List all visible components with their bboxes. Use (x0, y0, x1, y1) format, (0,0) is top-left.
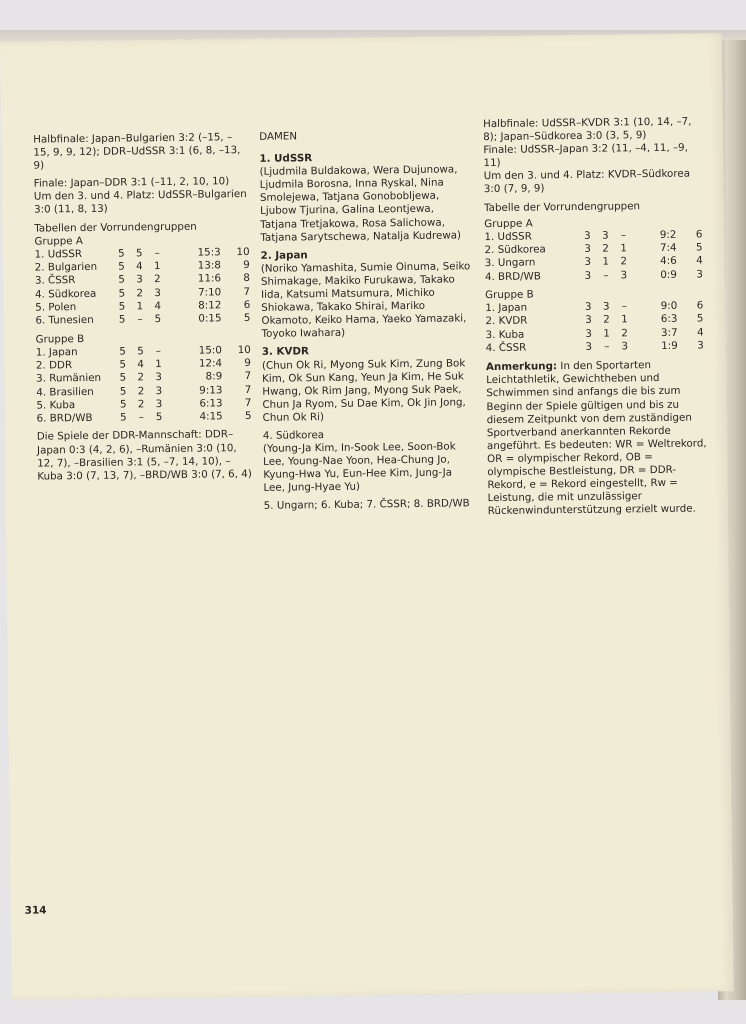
table-cell: 3. ČSSR (34, 274, 76, 287)
table-cell: 5 (696, 312, 704, 325)
table-cell: 15:0 (198, 343, 222, 357)
table-cell: 3:7 (660, 326, 678, 339)
table-cell: 5 (119, 358, 127, 371)
table-cell: 3 (155, 384, 163, 397)
table-cell: 3 (584, 256, 592, 269)
table-cell: 2 (137, 371, 145, 384)
table-cell: 8:9 (205, 370, 223, 383)
table-cell: 5 (118, 273, 126, 286)
table-cell: 2 (602, 242, 609, 255)
table-cell: 1. UdSSR (484, 230, 532, 243)
table-cell: 2 (137, 398, 145, 411)
table-cell: 1. Japan (35, 345, 78, 359)
women-group-a-table (484, 228, 703, 284)
table-cell: 1:9 (661, 339, 678, 352)
men-group-a-label: Gruppe A (34, 234, 83, 248)
table-cell: 4. Brasilien (36, 385, 94, 399)
table-cell: 3. Ungarn (484, 256, 536, 270)
table-cell: 1. UdSSR (34, 247, 83, 261)
table-cell: – (137, 313, 143, 326)
table-cell: 2 (137, 384, 145, 397)
table-cell: 0:9 (660, 268, 677, 281)
table-cell: 2. DDR (35, 359, 73, 372)
right-column (483, 115, 710, 523)
men-final: Finale: Japan–DDR 3:1 (–11, 2, 10, 10) Um den 3. und 4. Platz: UdSSR–Bulgarien 3:0 (11, 8, 13) (33, 175, 247, 217)
table-cell: 5 (120, 411, 127, 424)
women-group-a-label: Gruppe A (484, 217, 533, 230)
men-group-b-table (36, 344, 252, 426)
men-tables-heading: Tabellen der Vorrundengruppen (34, 220, 197, 235)
place-3-title: 3. KVDR (261, 345, 309, 359)
table-cell: 5 (243, 312, 251, 325)
table-cell: 8:12 (198, 299, 222, 312)
table-cell: 1 (155, 357, 162, 371)
table-cell: 1 (153, 260, 161, 273)
men-semifinal: Halbfinale: Japan–Bulgarien 3:2 (–15, –15, 9, 9, 12); DDR–UdSSR 3:1 (6, 8, –13, 9) (33, 131, 241, 172)
men-group-b-label: Gruppe B (35, 332, 85, 346)
table-cell: 2. KVDR (485, 314, 528, 328)
table-cell: 6 (695, 228, 703, 241)
table-cell: 4:6 (660, 255, 677, 268)
table-cell: 3 (155, 397, 163, 410)
table-cell: 2 (136, 286, 144, 299)
table-cell: 3 (585, 314, 592, 327)
women-semifinal: Halbfinale: UdSSR–KVDR 3:1 (10, 14, –7, 8); Japan–Südkorea 3:0 (3, 5, 9) (482, 115, 692, 144)
place-1-names: (Ljudmila Buldakowa, Wera Dujunowa, Ljudmila Borosna, Inna Ryskal, Nina Smolejewa, Tatjana Gonobobljewa, Ljubow Tjurina, Galina Leontjewa, Tatjana Tretjakowa, Rosa Salichowa, Tatjana Sarytschewa, Natalja Kudrewa) (259, 163, 462, 244)
table-cell: 5 (137, 344, 144, 357)
table-cell: 5 (119, 398, 127, 411)
table-cell: 3 (620, 268, 628, 282)
table-cell: 5 (118, 247, 125, 260)
table-cell: 3 (696, 268, 703, 281)
men-group-a-table (35, 246, 251, 328)
table-cell: 6. Tunesien (35, 314, 94, 327)
table-cell: – (604, 340, 610, 353)
table-cell: 6 (696, 299, 704, 312)
women-group-b-label: Gruppe B (485, 288, 534, 302)
table-row (485, 268, 703, 284)
table-cell: 9 (243, 259, 250, 272)
place-1-title: 1. UdSSR (259, 152, 313, 165)
table-cell: 3 (584, 242, 591, 255)
table-cell: 1 (620, 242, 627, 255)
table-cell: 2 (603, 313, 610, 326)
table-cell: 12:4 (198, 357, 223, 370)
note-text: In den Sportarten Leichtathletik, Gewichtheben und Schwimmen sind anfangs die bis zum Beginn der Spiele gültigen und bis zu diesem Zeitpunkt von dem zuständigen Sportverband anerkannten Rekorde angeführt. Es bedeuten: WR = Weltrekord, OR = olympischer Rekord, OB = olympische Bestleistung, DR = DDR-Rekord, e = Rekord eingestellt, Rw = Leistung, die mit unzulässiger Rückenwindunterstützung erzielt wurde. (486, 359, 707, 518)
place-4-title: 4. Südkorea (262, 429, 325, 442)
table-cell: 5 (119, 384, 127, 398)
table-cell: 3. Kuba (485, 328, 525, 341)
table-cell: 15:3 (197, 246, 221, 259)
table-cell: 2. Südkorea (484, 243, 546, 257)
table-cell: 5 (119, 345, 126, 358)
table-cell: 3 (585, 340, 593, 353)
table-cell: 5 (155, 411, 163, 424)
table-cell: 4:15 (199, 410, 223, 423)
table-cell: 3 (155, 371, 162, 384)
table-cell: 6:3 (660, 313, 678, 326)
women-third-place: Um den 3. und 4. Platz: KVDR–Südkorea 3:0 (7, 9, 9) (483, 167, 691, 196)
table-cell: 3 (602, 229, 609, 242)
table-cell: 10 (236, 245, 250, 258)
table-cell: 4 (696, 254, 703, 267)
table-cell: 3 (584, 269, 592, 282)
table-cell: 0:15 (198, 312, 222, 325)
table-row (37, 410, 252, 426)
table-cell: 5 (118, 313, 126, 326)
table-cell: 1 (602, 255, 610, 268)
place-2-names: (Noriko Yamashita, Sumie Oinuma, Seiko Shimakage, Makiko Furukawa, Takako Iida, Katsumi Matsumura, Michiko Shiokawa, Takako Shirai, Mariko Okamoto, Keiko Hama, Yaeko Yamazaki, Toyoko Iwahara) (260, 260, 471, 341)
table-cell: – (155, 344, 161, 357)
table-cell: 6. BRD/WB (36, 412, 93, 425)
ddr-games: Die Spiele der DDR-Mannschaft: DDR–Japan 0:3 (4, 2, 6), –Rumänien 3:0 (10, 12, 7), –Brasilien 3:1 (5, –7, 14, 10), –Kuba 3:0 (7, 13, 7), –BRD/WB 3:0 (7, 6, 4) (36, 428, 252, 483)
table-cell: 5. Kuba (36, 398, 76, 412)
table-cell: – (603, 269, 609, 282)
table-row (35, 312, 250, 328)
note (486, 359, 710, 519)
table-cell: 5. Polen (35, 301, 77, 314)
table-cell: 10 (237, 343, 251, 356)
table-cell: – (138, 411, 144, 424)
table-cell: 2. Bulgarien (34, 260, 98, 274)
table-cell: 9:2 (659, 228, 677, 241)
table-cell: 4 (696, 326, 704, 339)
table-cell: 8 (243, 272, 250, 285)
table-row (486, 339, 704, 355)
table-cell: 5 (135, 247, 143, 260)
table-cell: 6 (243, 298, 251, 311)
table-cell: 7:10 (197, 285, 222, 299)
table-cell: 7:4 (659, 241, 677, 254)
table-cell: 4. ČSSR (485, 341, 527, 355)
page-number: 314 (24, 904, 47, 917)
table-cell: 1 (603, 327, 610, 340)
note-label: Anmerkung: (485, 360, 558, 374)
table-cell: 3 (584, 229, 591, 242)
table-cell: 11:6 (197, 272, 222, 285)
table-cell: – (154, 246, 160, 259)
table-cell: – (621, 300, 627, 313)
table-cell: 1 (136, 300, 144, 313)
table-cell: 7 (244, 370, 252, 383)
table-cell: 1. Japan (485, 301, 528, 315)
table-cell: 6:13 (199, 397, 223, 410)
left-column (33, 131, 252, 488)
table-cell: 2 (621, 326, 628, 340)
table-cell: 13:8 (197, 259, 221, 272)
place-3-names: (Chun Ok Ri, Myong Suk Kim, Zung Bok Kim, Ok Sun Kang, Yeun Ja Kim, He Suk Hwang, Ok Rim Jang, Myong Suk Paek, Chun Ja Ryom, Su Dae Kim, Ok Jin Jong, Chun Ok Ri) (261, 356, 466, 424)
table-cell: 5 (118, 300, 126, 313)
table-cell: 3 (136, 273, 143, 286)
table-cell: 4 (154, 299, 162, 313)
table-cell: 9 (244, 356, 252, 369)
table-cell: 3. Rumänien (36, 372, 102, 385)
table-cell: 3 (602, 300, 610, 313)
place-2-title: 2. Japan (260, 249, 308, 262)
table-cell: 4 (136, 260, 143, 273)
place-4-names: (Young-Ja Kim, In-Sook Lee, Soon-Bok Lee, Young-Nae Yoon, Hea-Chung Jo, Kyung-Hwa Yu, Eun-Hee Kim, Jung-Ja Lee, Jung-Hyae Yu) (262, 440, 456, 495)
table-cell: 3 (585, 327, 592, 340)
table-cell: 7 (243, 285, 251, 298)
women-tables-heading: Tabelle der Vorrundengruppen (483, 199, 641, 214)
table-cell: 5 (118, 287, 126, 300)
women-group-b-table (485, 299, 704, 355)
table-cell: 2 (620, 255, 628, 268)
table-cell: 5 (695, 241, 703, 254)
table-cell: 4. BRD/WB (484, 270, 541, 283)
table-cell: 4. Südkorea (35, 287, 97, 301)
table-cell: 2 (154, 273, 161, 286)
table-cell: 4 (137, 358, 144, 371)
women-final: Finale: UdSSR–Japan 3:2 (11, –4, 11, –9, 11) (483, 141, 689, 170)
table-cell: 3 (584, 300, 592, 313)
table-cell: 9:13 (199, 383, 223, 397)
table-cell: 5 (118, 260, 125, 273)
book-page (0, 33, 734, 1000)
table-cell: 7 (244, 396, 252, 409)
table-cell: 3 (621, 340, 629, 353)
table-cell: 5 (154, 313, 162, 326)
table-cell: 7 (244, 383, 252, 396)
women-heading: DAMEN (259, 130, 298, 143)
table-cell: 1 (621, 313, 628, 326)
table-cell: 5 (244, 410, 252, 423)
table-cell: 3 (154, 286, 161, 299)
table-cell: 9:0 (660, 299, 678, 312)
middle-column (259, 128, 476, 518)
table-cell: 3 (697, 339, 704, 352)
table-cell: 5 (119, 371, 127, 384)
table-cell: – (620, 229, 627, 242)
other-places: 5. Ungarn; 6. Kuba; 7. ČSSR; 8. BRD/WB (263, 497, 470, 513)
